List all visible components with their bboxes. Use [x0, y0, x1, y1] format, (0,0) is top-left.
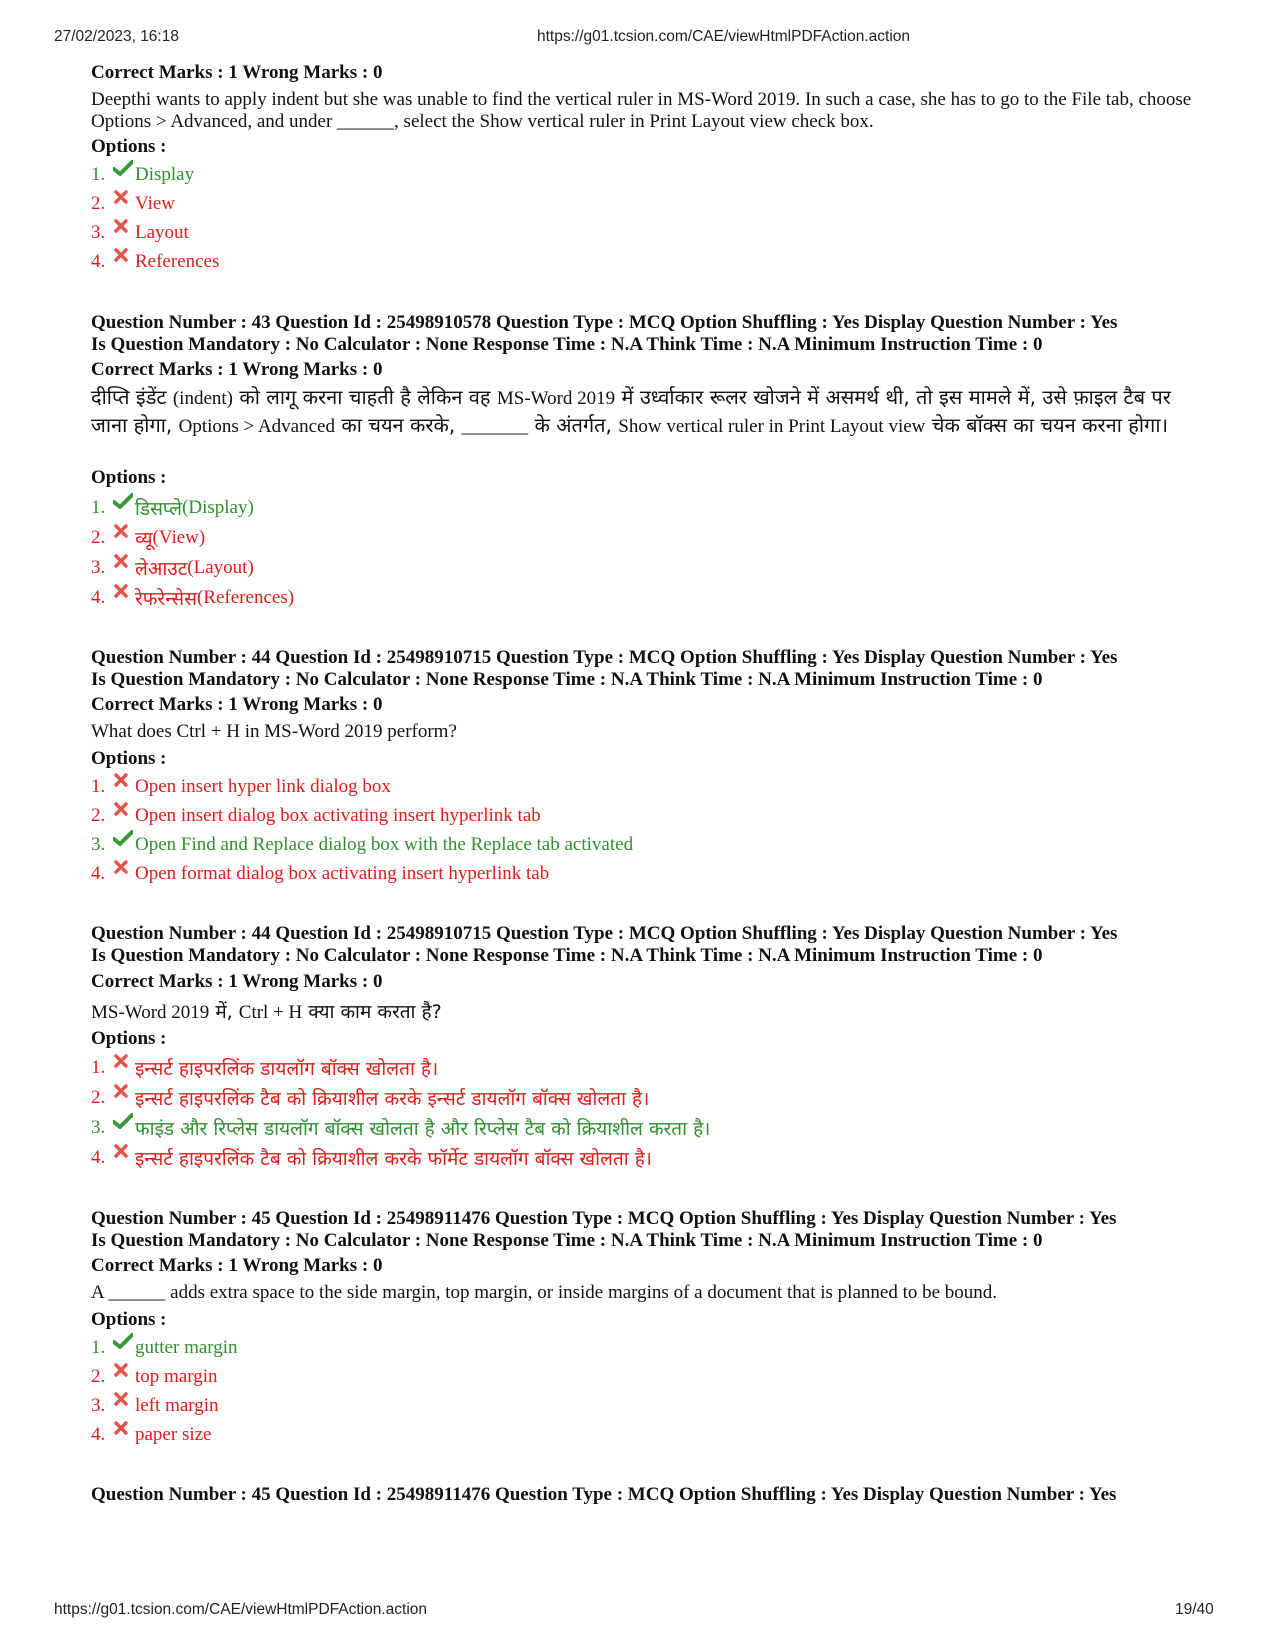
- option-item: [91, 495, 254, 521]
- option-item: [91, 193, 175, 215]
- question-text-part: को लागू करना चाहती है लेकिन वह: [233, 385, 497, 409]
- cross-icon: [113, 772, 135, 792]
- option-text: इन्सर्ट हाइपरलिंक टैब को क्रियाशील करके फॉर्मेट डायलॉग बॉक्स खोलता है।: [135, 1148, 652, 1170]
- question-text-part: MS-Word 2019: [91, 1002, 210, 1023]
- option-text-hindi: रेफरेन्सेस: [135, 588, 197, 610]
- option-number: 4.: [91, 1147, 106, 1168]
- option-text: left margin: [135, 1395, 219, 1416]
- cross-icon: [113, 247, 135, 267]
- marks-line: Correct Marks : 1 Wrong Marks : 0: [91, 1255, 383, 1276]
- check-icon: [113, 160, 135, 180]
- option-text: View: [135, 193, 176, 214]
- question-text-part: के अंतर्गत,: [528, 413, 619, 437]
- option-text: top margin: [135, 1366, 218, 1387]
- question-text-part: में,: [209, 1001, 239, 1023]
- option-number: 3.: [91, 222, 106, 243]
- check-icon: [113, 493, 135, 513]
- cross-icon: [113, 1083, 135, 1103]
- option-number: 4.: [91, 863, 106, 884]
- question-text-part: Show vertical ruler in Print Layout view: [618, 416, 926, 437]
- option-item: [91, 863, 549, 885]
- options-label: Options :: [91, 748, 167, 769]
- option-text: References: [135, 251, 220, 272]
- option-item: [91, 222, 189, 244]
- option-item: [91, 585, 294, 611]
- option-text-english: (Display): [182, 497, 254, 518]
- option-number: 1.: [91, 776, 106, 797]
- option-text-english: (References): [197, 587, 295, 608]
- option-text-hindi: डिसप्ले: [135, 498, 183, 520]
- option-text: Open Find and Replace dialog box with the Replace tab activated: [135, 834, 634, 855]
- marks-line: Correct Marks : 1 Wrong Marks : 0: [91, 971, 383, 992]
- option-item: [91, 1337, 238, 1359]
- check-icon: [113, 1333, 135, 1353]
- question-meta-line: Question Number : 43 Question Id : 25498910578 Question Type : MCQ Option Shuffling : Yes Display Question Number : Yes: [91, 312, 1118, 333]
- option-item: [91, 251, 219, 273]
- option-item: [91, 776, 391, 798]
- option-number: 2.: [91, 1366, 106, 1387]
- option-item: [91, 1115, 710, 1141]
- cross-icon: [113, 801, 135, 821]
- option-item: [91, 164, 194, 186]
- option-text: इन्सर्ट हाइपरलिंक टैब को क्रियाशील करके इन्सर्ट डायलॉग बॉक्स खोलता है।: [135, 1088, 650, 1110]
- question-meta-line: Question Number : 45 Question Id : 25498911476 Question Type : MCQ Option Shuffling : Yes Display Question Number : Yes: [91, 1484, 1117, 1505]
- question-text-part: Options > Advanced: [178, 416, 335, 437]
- marks-line: Correct Marks : 1 Wrong Marks : 0: [91, 359, 383, 380]
- question-text-part: में उर्ध्वाकार रूलर खोजने में असमर्थ थी, तो इस मामले में, उसे फ़ाइल टैब पर जाना होगा,: [91, 385, 1171, 437]
- question-text-part: दीप्ति इंडेंट: [91, 385, 173, 409]
- check-icon: [113, 830, 135, 850]
- option-number: 3.: [91, 834, 106, 855]
- question-meta-line: Is Question Mandatory : No Calculator : None Response Time : N.A Think Time : N.A Minimum Instruction Time : 0: [91, 945, 1043, 966]
- question-text: Deepthi wants to apply indent but she was unable to find the vertical ruler in MS-Word 2019. In such a case, she has to go to the File tab, choose Options > Advanced, and under ______, select the Show vertical ruler in Print Layout view check box.: [91, 89, 1192, 132]
- question-text-part: (indent): [172, 388, 234, 409]
- option-text: इन्सर्ट हाइपरलिंक डायलॉग बॉक्स खोलता है।: [135, 1058, 439, 1080]
- option-number: 2.: [91, 1087, 106, 1108]
- option-text-hindi: लेआउट: [135, 558, 188, 580]
- option-text: Layout: [135, 222, 189, 243]
- option-item: [91, 805, 541, 827]
- option-number: 1.: [91, 1337, 106, 1358]
- question-meta-line: Is Question Mandatory : No Calculator : None Response Time : N.A Think Time : N.A Minimum Instruction Time : 0: [91, 334, 1043, 355]
- option-number: 2.: [91, 805, 106, 826]
- option-number: 1.: [91, 164, 106, 185]
- option-item: [91, 1366, 218, 1388]
- option-text-english: (View): [152, 527, 206, 548]
- option-text-hindi: व्यू: [135, 528, 153, 550]
- option-number: 3.: [91, 557, 106, 578]
- question-meta-line: Question Number : 44 Question Id : 25498910715 Question Type : MCQ Option Shuffling : Yes Display Question Number : Yes: [91, 647, 1118, 668]
- option-number: 1.: [91, 497, 106, 518]
- options-label: Options :: [91, 136, 167, 157]
- question-text-part: _______: [461, 416, 529, 437]
- cross-icon: [113, 1391, 135, 1411]
- option-number: 3.: [91, 1395, 106, 1416]
- cross-icon: [113, 218, 135, 238]
- options-label: Options :: [91, 1028, 167, 1049]
- option-item: [91, 834, 633, 856]
- options-label: Options :: [91, 1309, 167, 1330]
- print-header-datetime: 27/02/2023, 16:18: [54, 28, 179, 45]
- question-text-part: क्या काम करता है?: [302, 1001, 442, 1023]
- option-item: [91, 1424, 211, 1446]
- option-number: 2.: [91, 193, 106, 214]
- cross-icon: [113, 859, 135, 879]
- option-text: Open insert hyper link dialog box: [135, 776, 391, 797]
- option-item: [91, 555, 254, 581]
- option-number: 1.: [91, 1057, 106, 1078]
- option-text: paper size: [135, 1424, 212, 1445]
- marks-line: Correct Marks : 1 Wrong Marks : 0: [91, 694, 383, 715]
- check-icon: [113, 1113, 135, 1133]
- option-number: 4.: [91, 1424, 106, 1445]
- question-text-part: MS-Word 2019: [496, 388, 616, 409]
- question-meta-line: Question Number : 44 Question Id : 25498910715 Question Type : MCQ Option Shuffling : Yes Display Question Number : Yes: [91, 923, 1118, 944]
- option-text: gutter margin: [135, 1337, 238, 1358]
- option-text: Open insert dialog box activating insert hyperlink tab: [135, 805, 541, 826]
- cross-icon: [113, 1362, 135, 1382]
- cross-icon: [113, 189, 135, 209]
- option-item: [91, 1395, 219, 1417]
- print-footer-url: https://g01.tcsion.com/CAE/viewHtmlPDFAction.action: [54, 1601, 428, 1618]
- cross-icon: [113, 583, 135, 603]
- question-meta-line: Question Number : 45 Question Id : 25498911476 Question Type : MCQ Option Shuffling : Yes Display Question Number : Yes: [91, 1208, 1117, 1229]
- option-number: 4.: [91, 251, 106, 272]
- cross-icon: [113, 1420, 135, 1440]
- question-text: [91, 384, 1211, 440]
- option-text: फाइंड और रिप्लेस डायलॉग बॉक्स खोलता है और रिप्लेस टैब को क्रियाशील करता है।: [135, 1118, 711, 1140]
- question-text-part: Ctrl + H: [238, 1002, 303, 1023]
- option-number: 4.: [91, 587, 106, 608]
- question-meta-line: Is Question Mandatory : No Calculator : None Response Time : N.A Think Time : N.A Minimum Instruction Time : 0: [91, 669, 1043, 690]
- option-item: [91, 1145, 652, 1171]
- marks-line: Correct Marks : 1 Wrong Marks : 0: [91, 62, 383, 83]
- option-text: Display: [135, 164, 195, 185]
- page-number: 19/40: [1175, 1601, 1214, 1618]
- print-header-url: https://g01.tcsion.com/CAE/viewHtmlPDFAction.action: [537, 28, 911, 45]
- question-meta-line: Is Question Mandatory : No Calculator : None Response Time : N.A Think Time : N.A Minimum Instruction Time : 0: [91, 1230, 1043, 1251]
- option-item: [91, 1085, 649, 1111]
- option-item: [91, 1055, 438, 1081]
- options-label: Options :: [91, 467, 167, 488]
- question-text-part: चेक बॉक्स का चयन करना होगा।: [925, 413, 1169, 437]
- option-text: Open format dialog box activating insert hyperlink tab: [135, 863, 550, 884]
- question-text: [91, 998, 442, 1024]
- cross-icon: [113, 1053, 135, 1073]
- option-text-english: (Layout): [187, 557, 254, 578]
- question-text: A ______ adds extra space to the side margin, top margin, or inside margins of a document that is planned to be bound.: [91, 1282, 998, 1303]
- cross-icon: [113, 523, 135, 543]
- option-number: 3.: [91, 1117, 106, 1138]
- question-text: What does Ctrl + H in MS-Word 2019 perform?: [91, 721, 457, 742]
- question-text-part: का चयन करके,: [335, 413, 462, 437]
- cross-icon: [113, 1143, 135, 1163]
- option-item: [91, 525, 205, 551]
- option-number: 2.: [91, 527, 106, 548]
- cross-icon: [113, 553, 135, 573]
